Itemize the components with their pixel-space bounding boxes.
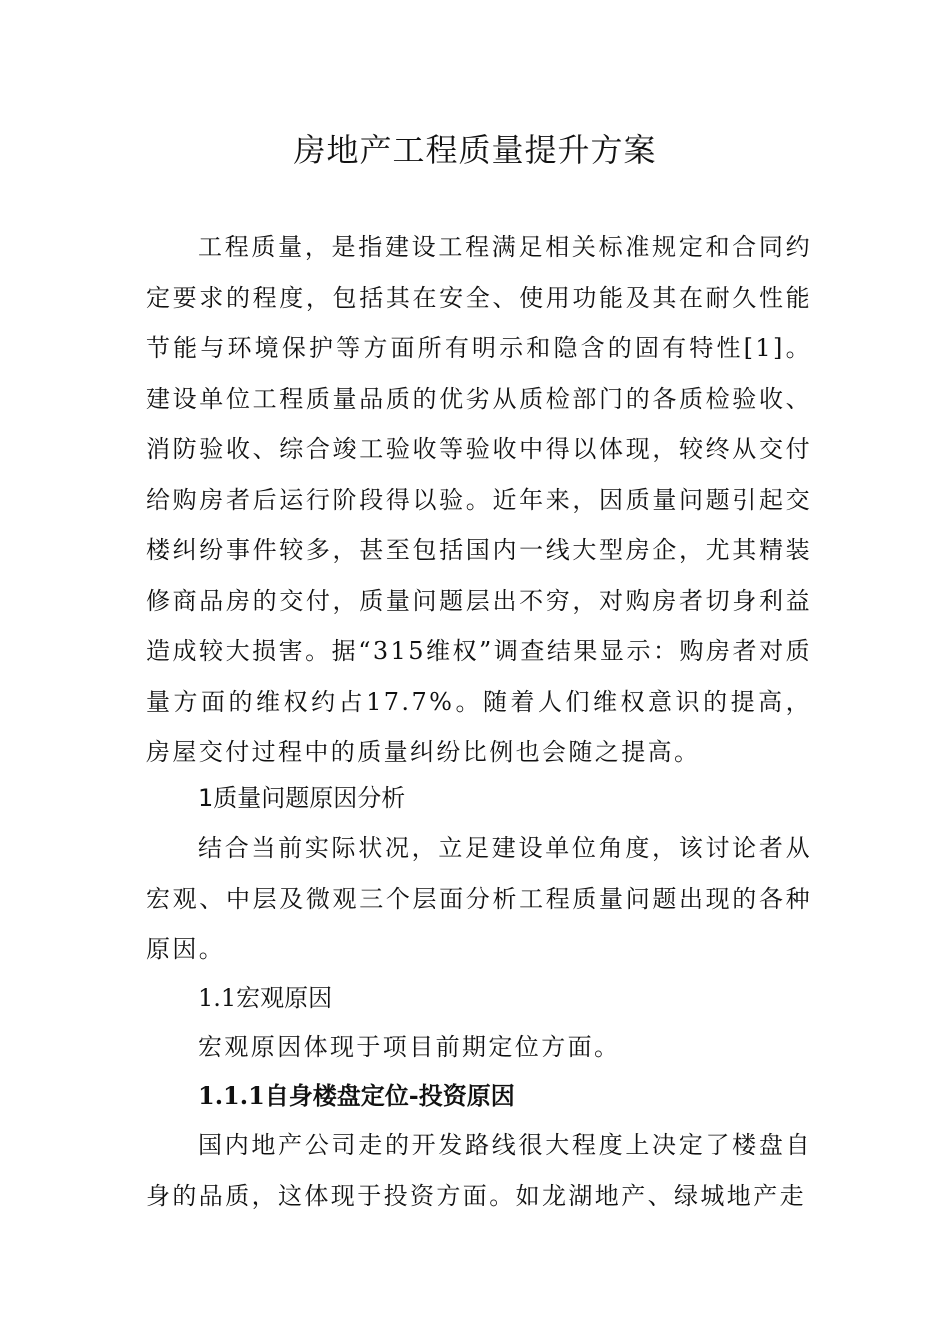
intro-paragraph: 工程质量，是指建设工程满足相关标准规定和合同约定要求的程度，包括其在安全、使用功能及其在耐久性能节能与环境保护等方面所有明示和隐含的固有特性[1]。建设单位工程质量品质的优劣从质检部门的各质检验收、消防验收、综合竣工验收等验收中得以体现，较终从交付给购房者后运行阶段得以验。近年来，因质量问题引起交楼纠纷事件较多，甚至包括国内一线大型房企，尤其精装修商品房的交付，质量问题层出不穷，对购房者切身利益造成较大损害。据“315维权”调查结果显示：购房者对质量方面的维权约占17.7%。随着人们维权意识的提高，房屋交付过程中的质量纠纷比例也会随之提高。 bbox=[146, 233, 812, 766]
section-1-heading: 1质量问题原因分析 bbox=[198, 784, 406, 812]
section-1-1-paragraph: 宏观原因体现于项目前期定位方面。 bbox=[198, 1033, 621, 1061]
document-title: 房地产工程质量提升方案 bbox=[293, 131, 657, 169]
section-1-1-heading: 1.1宏观原因 bbox=[198, 984, 333, 1012]
section-1-paragraph: 结合当前实际状况，立足建设单位角度，该讨论者从宏观、中层及微观三个层面分析工程质量问题出现的各种原因。 bbox=[146, 834, 812, 963]
section-1-1-1-paragraph: 国内地产公司走的开发路线很大程度上决定了楼盘自身的品质，这体现于投资方面。如龙湖地产、绿城地产走 bbox=[146, 1131, 812, 1210]
section-1-1-1-heading: 1.1.1自身楼盘定位-投资原因 bbox=[198, 1081, 515, 1110]
